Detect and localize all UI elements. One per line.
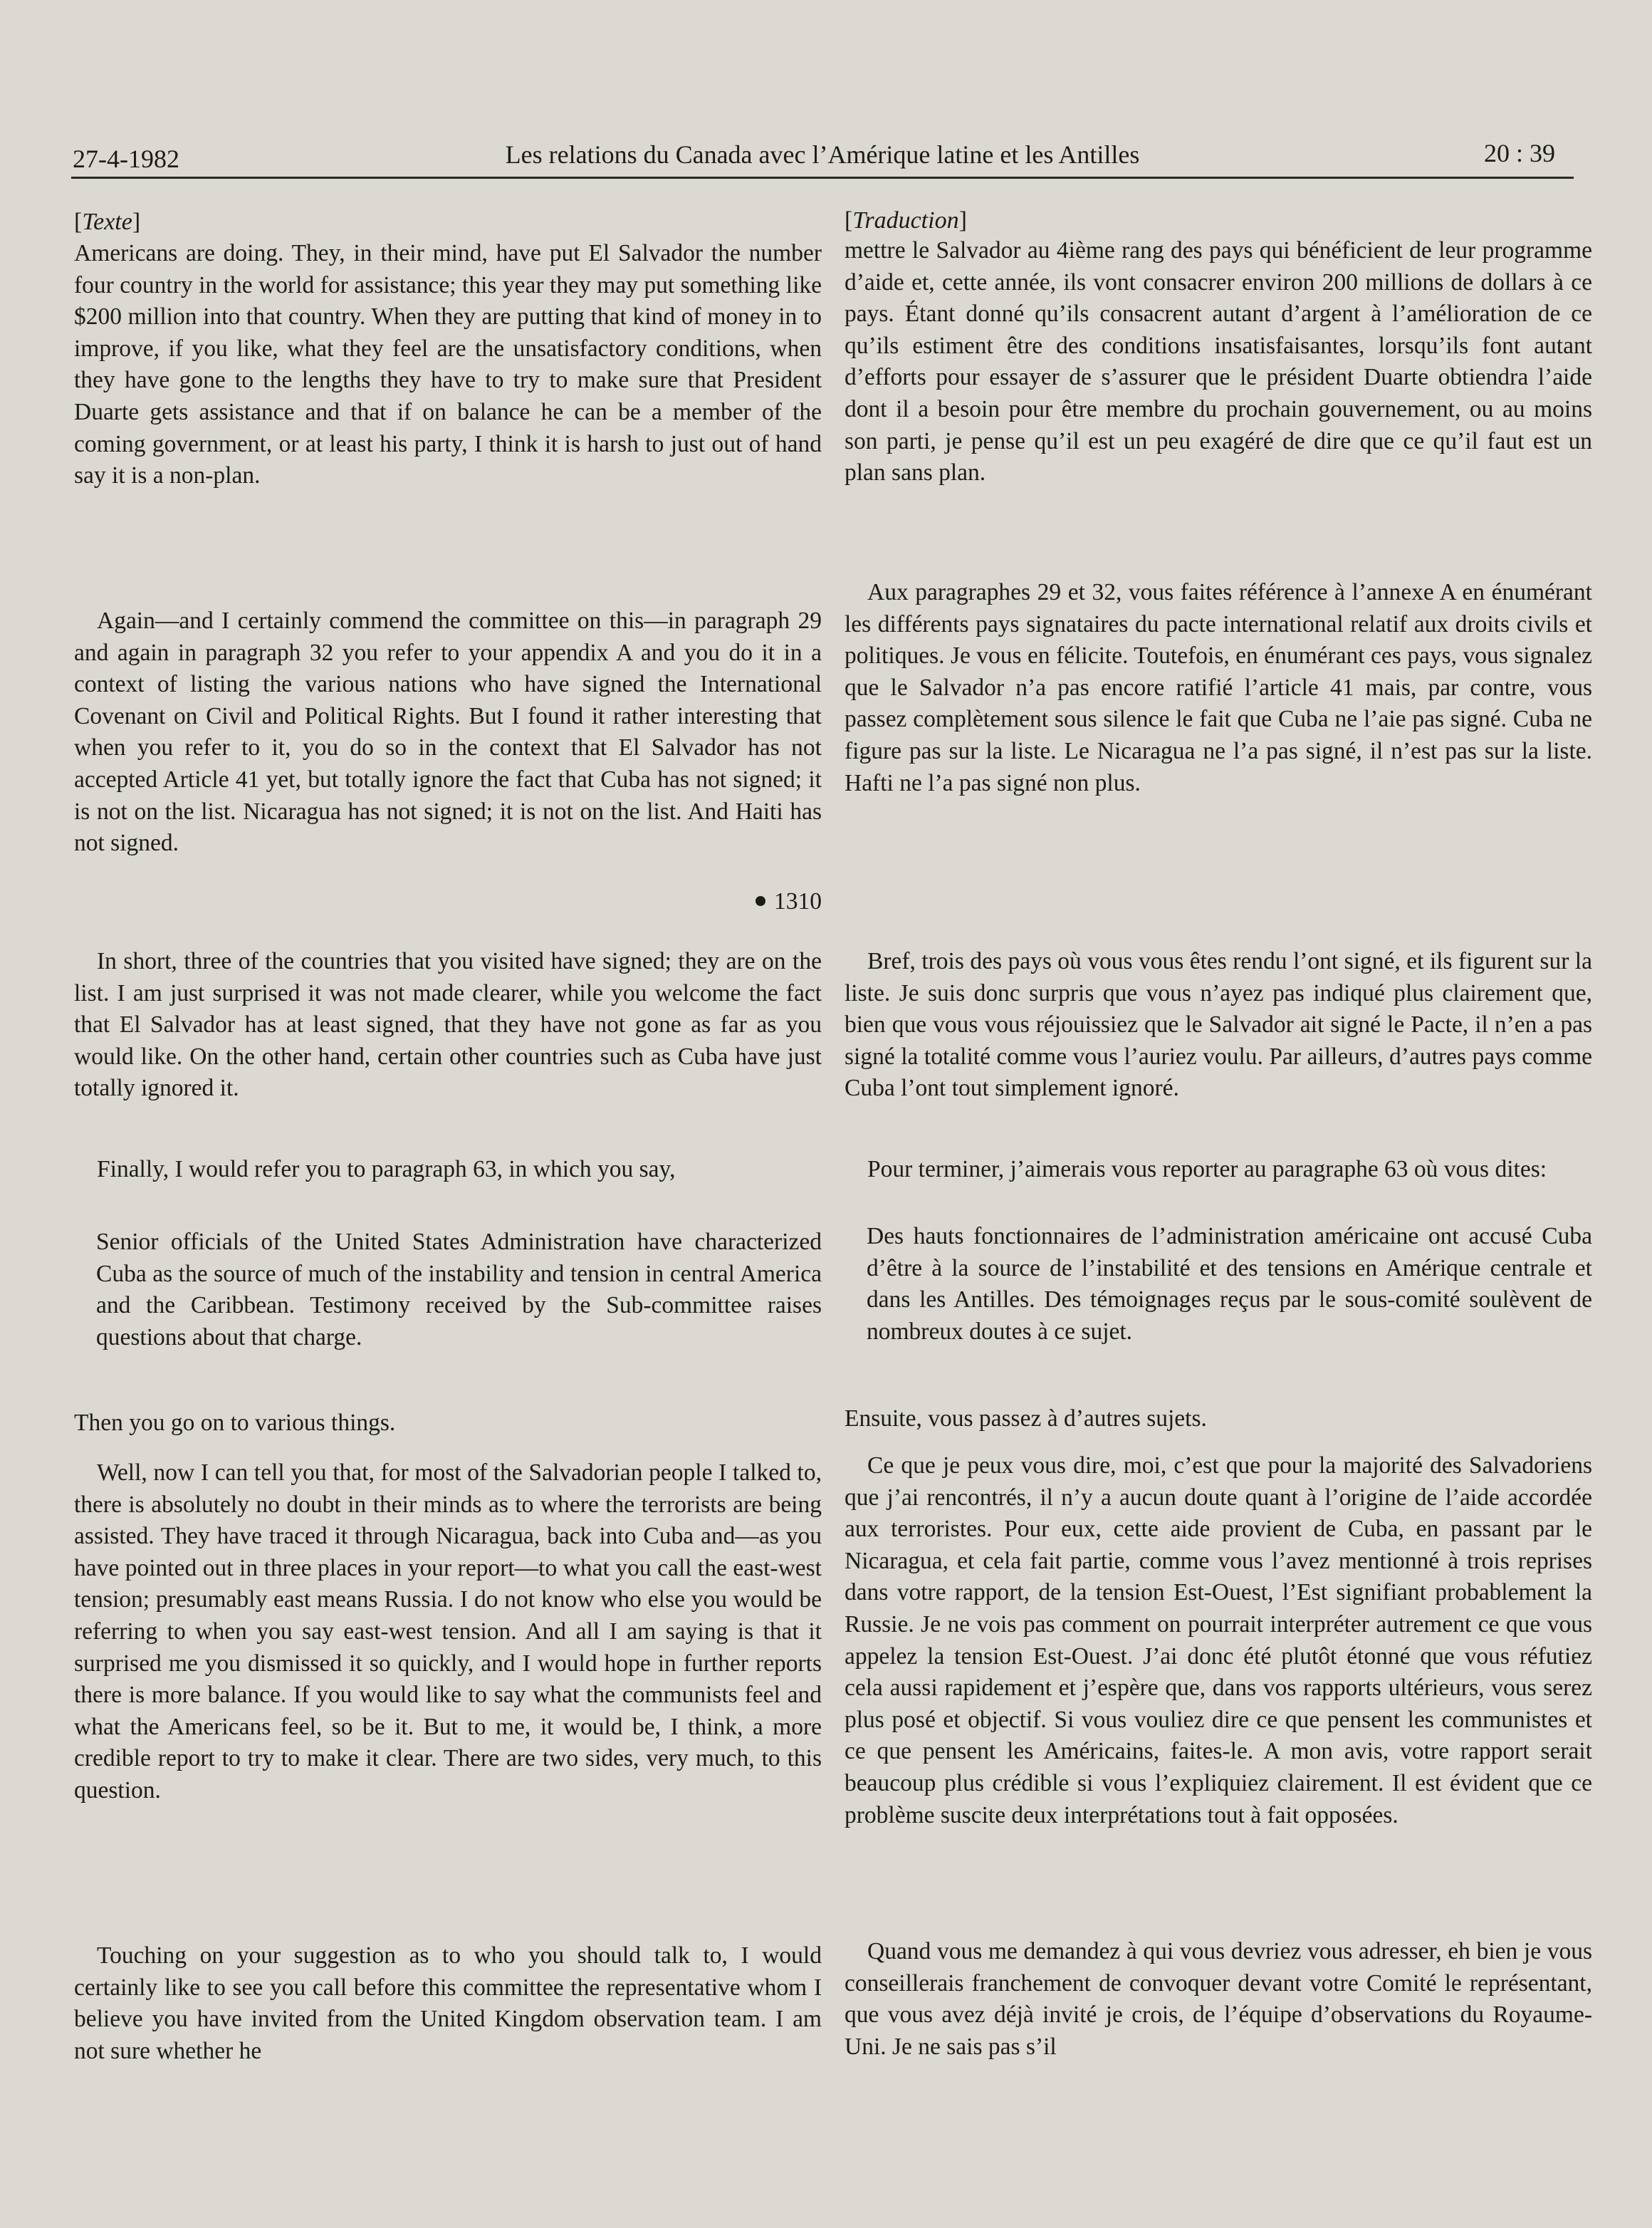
left-column-english <box>74 207 822 2201</box>
paragraph: Pour terminer, j’aimerais vous reporter au paragraphe 63 où vous dites: <box>867 1156 1547 1182</box>
section-label-texte: [Texte] <box>74 209 141 235</box>
paragraph: In short, three of the countries that you visited have signed; they are on the list. I am just surprised it was not made clearer, while you welcome the fact that El Salvador has at least signed, that they have not gone as far as you would like. On the other hand, certain other countries such as Cuba have just totally ignored it. <box>74 948 822 1102</box>
running-header <box>71 125 1574 179</box>
header-page-number: 20 : 39 <box>1483 139 1555 167</box>
bullet-icon <box>756 896 765 906</box>
section-label-traduction: [Traduction] <box>845 207 967 234</box>
paragraph: Touching on your suggestion as to who you should talk to, I would certainly like to see you call before this committee the representative whom I believe you have invited from the United Kingdom observation team. I am not sure whether he <box>74 1942 822 2064</box>
paragraph: Bref, trois des pays où vous vous êtes rendu l’ont signé, et ils figurent sur la liste. Je suis donc surpris que vous n’ayez pas indiqué plus clairement que, bien que vous vous réjouissiez que le Salvador ait signé le Pacte, il n’en a pas signé la totalité comme vous l’auriez voulu. Par ailleurs, d’autres pays comme Cuba l’ont tout simplement ignoré. <box>845 948 1592 1102</box>
paragraph: Then you go on to various things. <box>74 1410 396 1436</box>
right-column-french <box>845 207 1592 2201</box>
header-date: 27-4-1982 <box>73 145 179 173</box>
paragraph: Aux paragraphes 29 et 32, vous faites référence à l’annexe A en énumérant les différents pays signataires du pacte international relatif aux droits civils et politiques. Je vous en félicite. Toutefois, en énumérant ces pays, vous signalez que le Salvador n’a pas encore ratifié l’article 41 mais, par contre, vous passez complètement sous silence le fait que Cuba ne l’aie pas signé. Cuba ne figure pas sur la liste. Le Nicaragua ne l’a pas signé, il n’est pas sur la liste. Hafti ne l’a pas signé non plus. <box>845 579 1592 796</box>
block-quote: Senior officials of the United States Administration have characterized Cuba as the source of much of the instability and tension in central America and the Caribbean. Testimony received by the Sub-committee raises questions about that charge. <box>96 1229 822 1350</box>
paragraph: Quand vous me demandez à qui vous devriez vous adresser, eh bien je vous conseillerais franchement de convoquer devant votre Comité le représentant, que vous avez déjà invité je crois, de l’équipe d’observations du Royaume-Uni. Je ne sais pas s’il <box>845 1938 1592 2060</box>
header-title: Les relations du Canada avec l’Amérique latine et les Antilles <box>505 140 1140 169</box>
paragraph: Ensuite, vous passez à d’autres sujets. <box>845 1405 1207 1432</box>
time-marker: 1310 <box>74 886 825 918</box>
paragraph: Well, now I can tell you that, for most of the Salvadorian people I talked to, there is absolutely no doubt in their minds as to where the terrorists are being assisted. They have traced it through Nicaragua, back into Cuba and—as you have pointed out in three places in your report—to what you call the east-west tension; presumably east means Russia. I do not know who else you would be referring to when you say east-west tension. And all I am saying is that it surprised me you dismissed it so quickly, and I would hope in further reports there is more balance. If you would like to say what the communists feel and what the Americans feel, so be it. But to me, it would be, I think, a more credible report to try to make it clear. There are two sides, very much, to this question. <box>74 1459 822 1803</box>
paragraph: Americans are doing. They, in their mind, have put El Salvador the number four country in the world for assistance; this year they may put something like $200 million into that country. When they are putting that kind of money in to improve, if you like, what they feel are the unsatisfactory conditions, when they have gone to the lengths they have to try to make sure that President Duarte gets assistance and that if on balance he can be a member of the coming government, or at least his party, I think it is harsh to just out of hand say it is a non-plan. <box>74 240 822 489</box>
block-quote: Des hauts fonctionnaires de l’administration américaine ont accusé Cuba d’être à la source de l’instabilité et des tensions en Amérique centrale et dans les Antilles. Des témoignages reçus par le sous-comité soulèvent de nombreux doutes à ce sujet. <box>867 1223 1592 1345</box>
paragraph: Finally, I would refer you to paragraph 63, in which you say, <box>97 1156 676 1182</box>
paragraph: mettre le Salvador au 4ième rang des pays qui bénéficient de leur programme d’aide et, cette année, ils vont consacrer environ 200 millions de dollars à ce pays. Étant donné qu’ils consacrent autant d’argent à l’amélioration de ce qu’ils estiment être des conditions insatisfaisantes, lorsqu’ils font autant d’efforts pour essayer de s’assurer que le président Duarte obtiendra l’aide dont il a besoin pour être membre du prochain gouvernement, ou au moins son parti, je pense qu’il est un peu exagéré de dire que ce qu’il faut est un plan sans plan. <box>845 237 1592 486</box>
paragraph: Ce que je peux vous dire, moi, c’est que pour la majorité des Salvadoriens que j’ai rencontrés, il n’y a aucun doute quant à l’origine de l’aide accordée aux terroristes. Pour eux, cette aide provient de Cuba, en passant par le Nicaragua, et cela fait partie, comme vous l’avez mentionné à trois reprises dans votre rapport, de la tension Est-Ouest, l’Est signifiant probablement la Russie. Je ne vois pas comment on pourrait interpréter autrement ce que vous appelez la tension Est-Ouest. J’ai donc été plutôt étonné que vous réfutiez cela aussi rapidement et j’espère que, dans vos rapports ultérieurs, vous serez plus posé et objectif. Si vous vouliez dire ce que pensent les communistes et ce que pensent les Américains, faites-le. A mon avis, votre rapport serait beaucoup plus crédible si vous l’expliquiez clairement. Il est évident que ce problème suscite deux interprétations tout à fait opposées. <box>845 1452 1592 1828</box>
paragraph: Again—and I certainly commend the committee on this—in paragraph 29 and again in paragraph 32 you refer to your appendix A and you do it in a context of listing the various nations who have signed the International Covenant on Civil and Political Rights. But I found it rather interesting that when you refer to it, you do so in the context that El Salvador has not accepted Article 41 yet, but totally ignore the fact that Cuba has not signed; it is not on the list. Nicaragua has not signed; it is not on the list. And Haiti has not signed. <box>74 608 822 857</box>
